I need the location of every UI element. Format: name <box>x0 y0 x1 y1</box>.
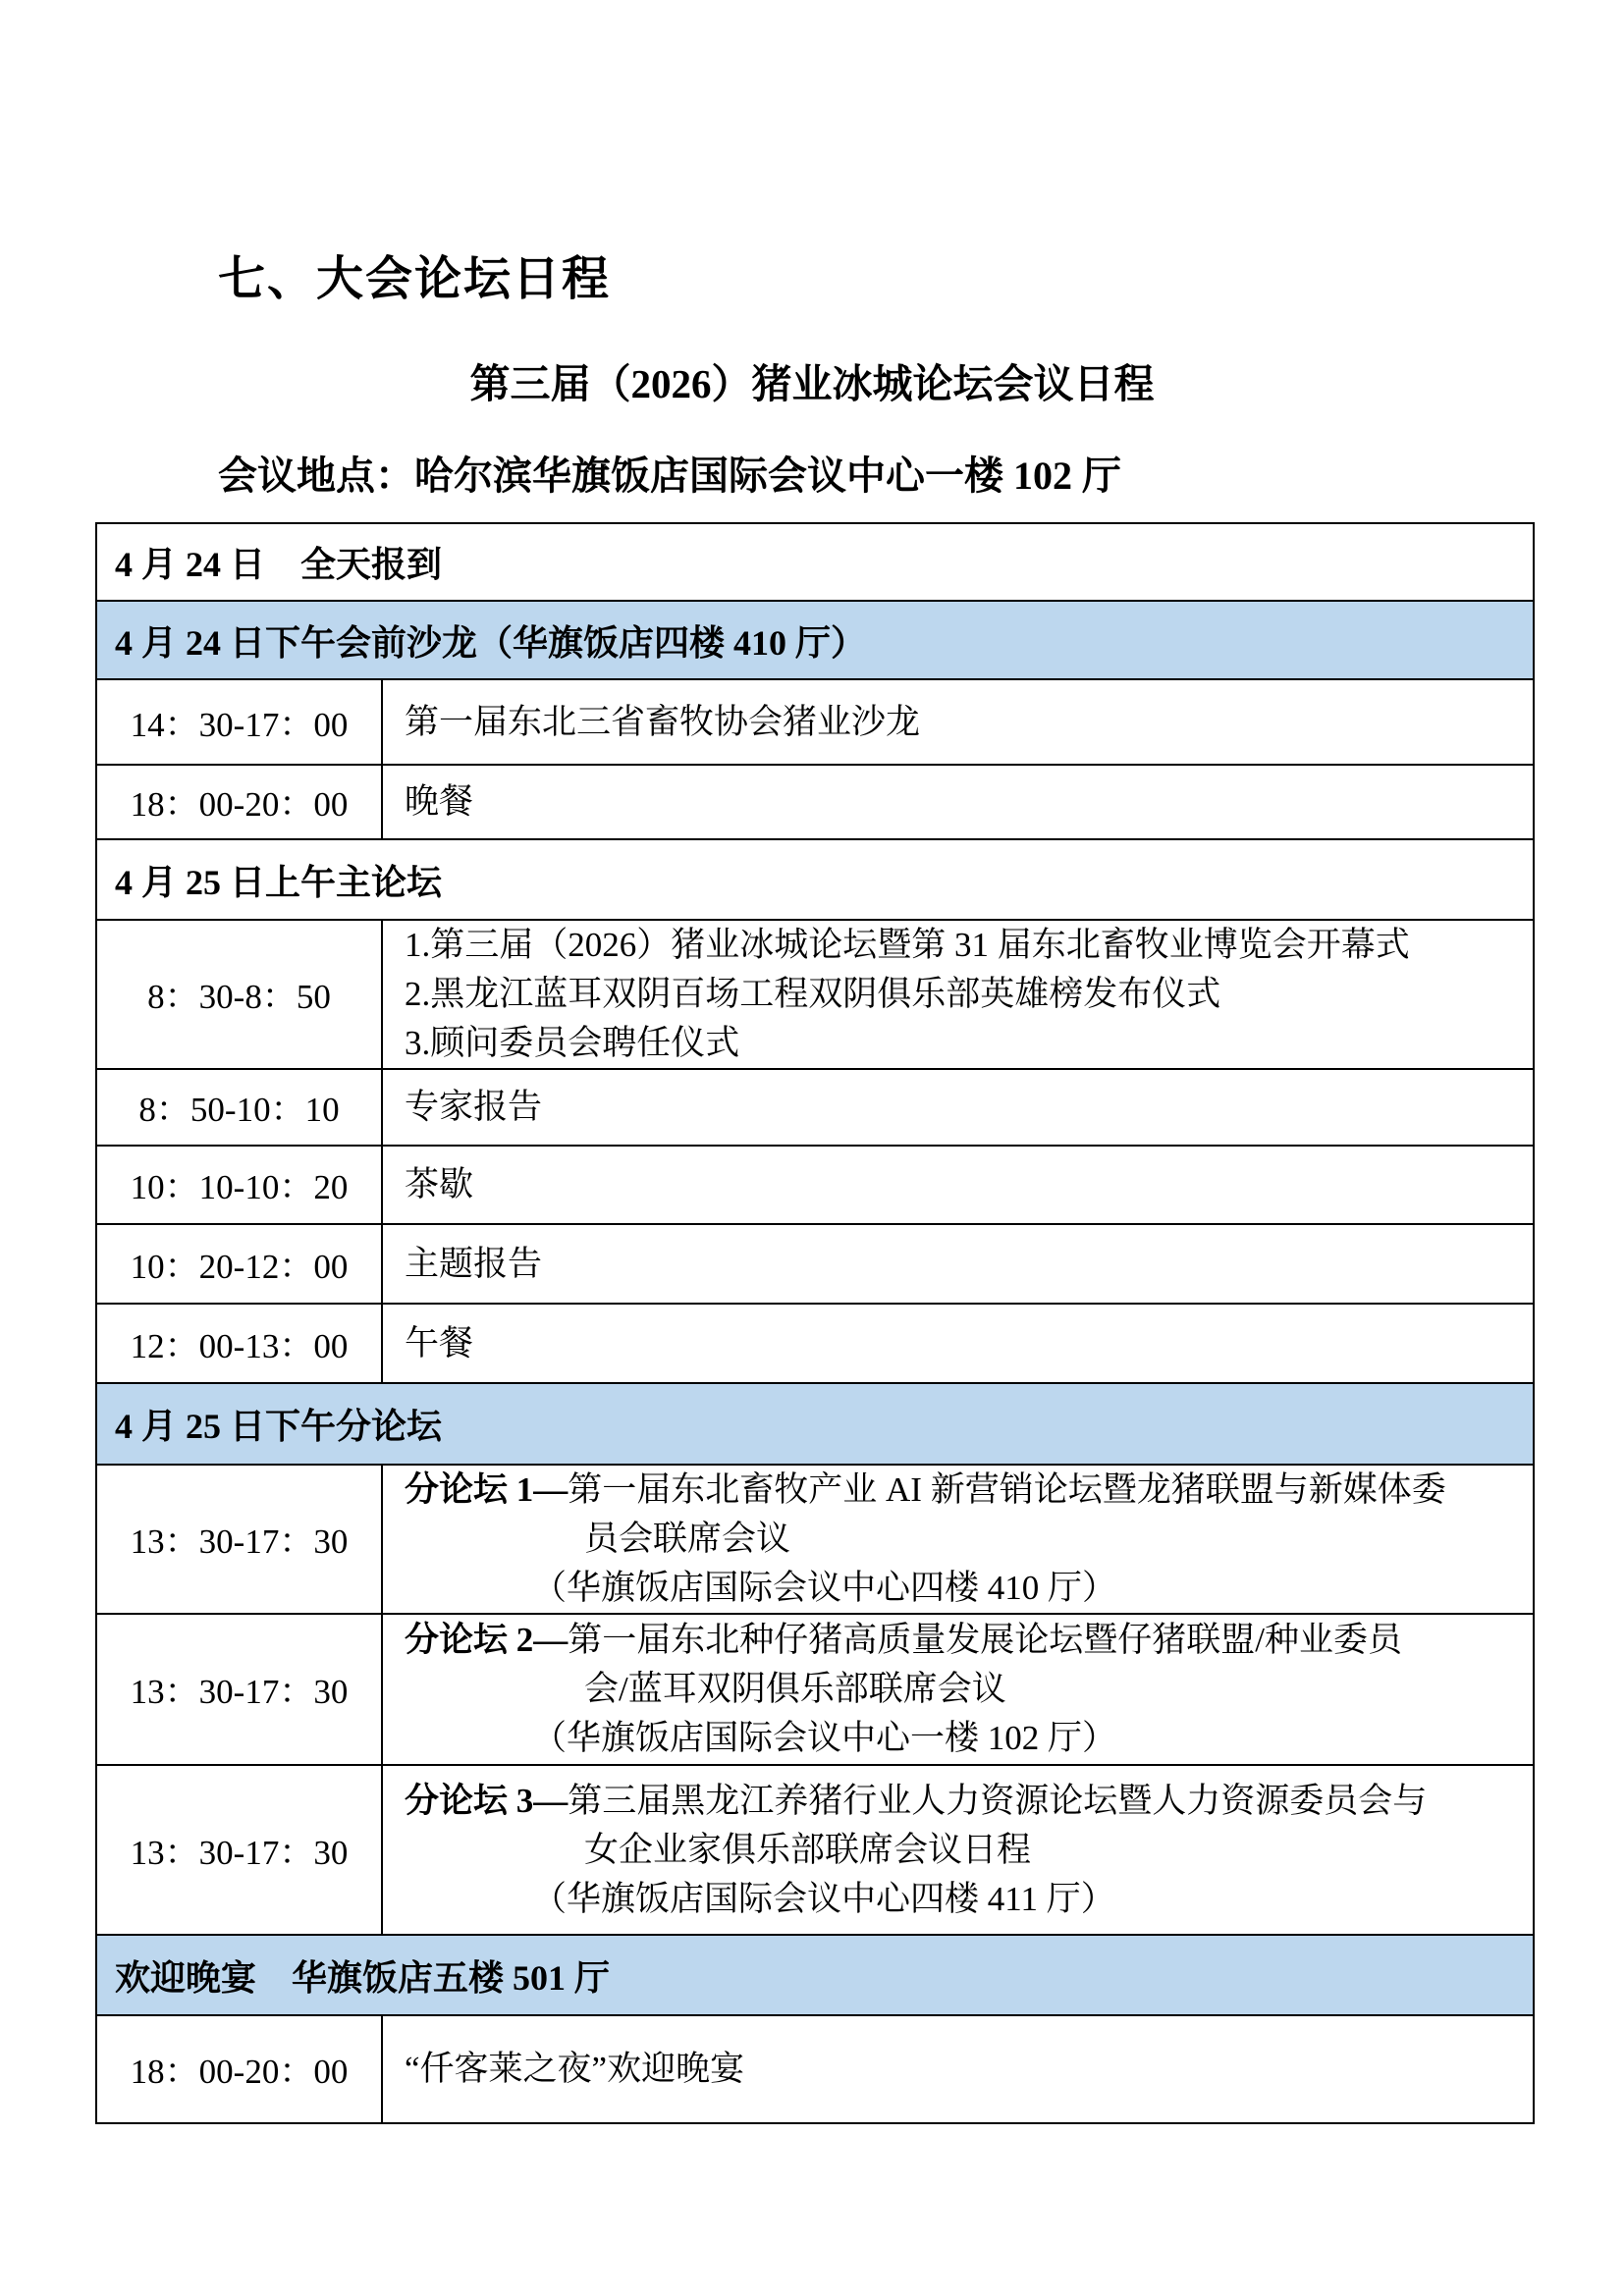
time-cell: 14：30-17：00 <box>97 680 383 764</box>
table-row <box>97 919 1533 1068</box>
table-row-presalon-band <box>97 600 1533 678</box>
event-line: 午餐 <box>405 1323 474 1362</box>
table-row-banquet-band <box>97 1934 1533 2014</box>
event-line: 女企业家俱乐部联席会议日程 <box>584 1830 1032 1869</box>
table-row-forum-3 <box>97 1764 1533 1934</box>
table-row <box>97 2014 1533 2122</box>
forum-label: 分论坛 1— <box>405 1470 568 1509</box>
event-line: “仟客莱之夜”欢迎晚宴 <box>405 2050 745 2088</box>
event-line: 员会联席会议 <box>584 1520 791 1558</box>
table-row-morning-forum <box>97 838 1533 919</box>
table-row <box>97 1303 1533 1382</box>
event-line <box>405 1466 1525 1515</box>
event-line: 第一届东北三省畜牧协会猪业沙龙 <box>405 702 921 741</box>
event-venue-line: （华旗饭店国际会议中心一楼 102 厅） <box>532 1719 1117 1757</box>
band-label: 4 月 25 日下午分论坛 <box>115 1407 443 1446</box>
event-line: 会/蓝耳双阴俱乐部联席会议 <box>584 1670 1006 1708</box>
time-cell: 18：00-20：00 <box>97 2016 383 2122</box>
table-row <box>97 764 1533 838</box>
forum-label: 分论坛 2— <box>405 1621 568 1659</box>
table-row <box>97 678 1533 764</box>
table-row-afternoon-band <box>97 1382 1533 1464</box>
forum-title: 第一届东北畜牧产业 AI 新营销论坛暨龙猪联盟与新媒体委 <box>568 1470 1446 1509</box>
page-heading: 七、大会论坛日程 <box>218 253 612 305</box>
event-line: 专家报告 <box>405 1088 543 1126</box>
event-line <box>405 1616 1525 1665</box>
time-cell: 8：50-10：10 <box>97 1070 383 1145</box>
event-line: 茶歇 <box>405 1165 474 1203</box>
forum-title: 第三届黑龙江养猪行业人力资源论坛暨人力资源委员会与 <box>568 1781 1428 1820</box>
time-cell: 13：30-17：30 <box>97 1466 383 1613</box>
event-cell <box>383 1225 1533 1303</box>
event-line: 1.第三届（2026）猪业冰城论坛暨第 31 届东北畜牧业博览会开幕式 <box>405 926 1410 964</box>
venue-line: 会议地点：哈尔滨华旗饭店国际会议中心一楼 102 厅 <box>218 454 1121 498</box>
band-label: 欢迎晚宴 华旗饭店五楼 501 厅 <box>115 1957 611 1998</box>
event-line <box>405 1777 1525 1826</box>
event-line: 晚餐 <box>405 782 474 821</box>
time-cell: 13：30-17：30 <box>97 1766 383 1934</box>
event-cell <box>383 766 1533 838</box>
event-line: 主题报告 <box>405 1244 543 1283</box>
section-label: 4 月 25 日上午主论坛 <box>115 862 443 902</box>
event-cell <box>383 921 1533 1068</box>
event-venue-line: （华旗饭店国际会议中心四楼 410 厅） <box>532 1569 1117 1607</box>
band-label: 4 月 24 日下午会前沙龙（华旗饭店四楼 410 厅） <box>115 622 867 663</box>
time-cell: 10：20-12：00 <box>97 1225 383 1303</box>
schedule-table <box>95 522 1535 2124</box>
table-row-forum-2 <box>97 1613 1533 1764</box>
event-venue-line: （华旗饭店国际会议中心四楼 411 厅） <box>532 1879 1115 1918</box>
section-label: 4 月 24 日 全天报到 <box>115 545 443 584</box>
time-cell: 18：00-20：00 <box>97 766 383 838</box>
table-row <box>97 1223 1533 1303</box>
table-row <box>97 1145 1533 1223</box>
event-cell <box>383 1147 1533 1223</box>
time-cell: 13：30-17：30 <box>97 1615 383 1764</box>
table-row <box>97 1068 1533 1145</box>
time-cell: 10：10-10：20 <box>97 1147 383 1223</box>
event-cell <box>383 1305 1533 1382</box>
table-row-registration <box>97 524 1533 600</box>
table-row-forum-1 <box>97 1464 1533 1613</box>
event-line: 3.顾问委员会聘任仪式 <box>405 1024 740 1062</box>
time-cell: 12：00-13：00 <box>97 1305 383 1382</box>
event-cell <box>383 1766 1533 1934</box>
event-cell <box>383 1070 1533 1145</box>
event-cell <box>383 1466 1533 1613</box>
conference-title: 第三届（2026）猪业冰城论坛会议日程 <box>469 361 1155 406</box>
forum-title: 第一届东北种仔猪高质量发展论坛暨仔猪联盟/种业委员 <box>568 1621 1402 1659</box>
event-cell <box>383 680 1533 764</box>
event-cell <box>383 2016 1533 2122</box>
forum-label: 分论坛 3— <box>405 1781 568 1820</box>
event-cell <box>383 1615 1533 1764</box>
event-line: 2.黑龙江蓝耳双阴百场工程双阴俱乐部英雄榜发布仪式 <box>405 975 1221 1013</box>
time-cell: 8：30-8：50 <box>97 921 383 1068</box>
